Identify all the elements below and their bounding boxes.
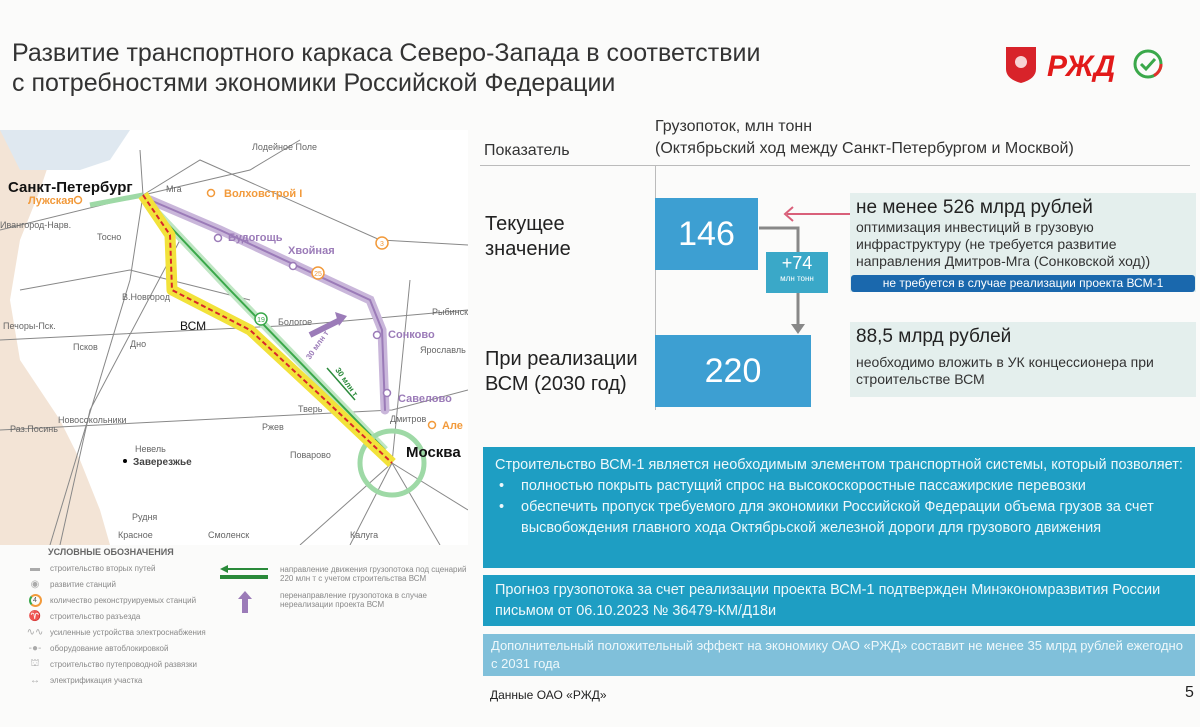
- label-lodeynoe: Лодейное Поле: [252, 142, 318, 152]
- purple-flow-label: 30 млн т: [304, 328, 331, 362]
- panel-additional-effect: Дополнительный положительный эффект на экономику ОАО «РЖД» составит не менее 35 млрд рублей ежегодно с 2031 года: [483, 634, 1195, 676]
- label-volkhovstroy: Волховстрой I: [224, 188, 303, 200]
- column-header-indicator: Показатель: [484, 142, 570, 159]
- value-current: 146: [655, 198, 758, 270]
- value-hsr: 220: [655, 335, 811, 407]
- legend-item: ⛫ строительство путепроводной развязки: [20, 656, 470, 672]
- label-bologoe: Бологое: [278, 317, 313, 327]
- label-rybinsk: Рыбинск: [432, 307, 468, 317]
- label-zaverezhye: Заверезжье: [133, 457, 192, 468]
- legend-item-purple-flow: перенаправление грузопотока в случае нереализации проекта ВСМ: [220, 591, 470, 613]
- title-line-2: с потребностями экономики Российской Федерации: [12, 69, 616, 97]
- station-count-icon: 4: [20, 594, 50, 607]
- logos: [1003, 44, 1163, 84]
- green-arrow-icon: [220, 565, 270, 581]
- overpass-icon: ⛫: [30, 657, 40, 669]
- label-yaroslavl: Ярославль: [420, 345, 466, 355]
- green-flow-label: 30 млн т: [333, 365, 360, 399]
- label-budogosch: Будогощь: [228, 232, 283, 244]
- label-kaluga: Калуга: [350, 530, 379, 540]
- label-alek: Але: [442, 420, 463, 432]
- label-krasnoe: Красное: [118, 530, 153, 540]
- label-rudnya: Рудня: [132, 512, 158, 522]
- panel-forecast: Прогноз грузопотока за счет реализации проекта ВСМ-1 подтвержден Минэкономразвития России письмом от 06.10.2023 № 36479-КМ/Д18и: [483, 575, 1195, 626]
- header-divider: [480, 165, 1190, 166]
- panel-hsr-benefits: Строительство ВСМ-1 является необходимым элементом транспортной системы, который позволяет: • полностью покрыть растущий спрос на высокоскоростные пассажирские перевозки • обеспечить пропуск требуемого для экономики Российской Федерации объема грузов за счет высвобождения главного хода Октябрьской железной дороги для грузового движения: [483, 447, 1195, 568]
- map-legend: [20, 547, 470, 688]
- label-tosno: Тосно: [97, 232, 122, 242]
- legend-item: 4 количество реконструируемых станций: [20, 592, 470, 608]
- legend-item: -●- оборудование автоблокировкой: [20, 640, 470, 656]
- label-nevel: Невель: [135, 444, 166, 454]
- source-note: Данные ОАО «РЖД»: [490, 688, 607, 702]
- info-box-savings: не менее 526 млрд рублей оптимизация инвестиций в грузовую инфраструктуру (не требуется развитие направления Дмитров-Мга (Сонковской ход)): [850, 193, 1196, 292]
- map-water: [0, 130, 130, 170]
- siding-icon: ♈: [28, 610, 42, 622]
- label-ivangorod: Ивангород-Нарв.: [0, 220, 72, 230]
- rzd-logo: [1047, 50, 1115, 83]
- legend-item-green-flow: направление движения грузопотока под сценарий 220 млн т с учетом строительства ВСМ: [220, 565, 470, 583]
- page-number: 5: [1185, 684, 1194, 701]
- label-dmitrov: Дмитров: [390, 414, 427, 424]
- label-pechory: Печоры-Пск.: [3, 321, 56, 331]
- bullet-item: • обеспечить пропуск требуемого для экономики Российской Федерации объема грузов за счет высвобождения главного хода Октябрьской железной дороги для грузового движения: [495, 497, 1183, 539]
- electrification-icon: ↔: [30, 674, 40, 686]
- label-posin: Раз.Посинь: [10, 424, 58, 434]
- power-supply-icon: ∿∿: [26, 626, 44, 638]
- label-hsr: ВСМ: [180, 319, 207, 333]
- legend-title: УСЛОВНЫЕ ОБОЗНАЧЕНИЯ: [48, 547, 174, 557]
- label-mga: Мга: [166, 184, 182, 194]
- label-dno: Дно: [130, 339, 147, 349]
- delta-badge: +74 млн тонн: [766, 252, 828, 293]
- legend-item: ↔ электрификация участка: [20, 672, 470, 688]
- svg-text:3: 3: [380, 241, 384, 248]
- label-rzhev: Ржев: [262, 422, 284, 432]
- legend-item: ♈ строительство разъезда: [20, 608, 470, 624]
- column-header-freight: Грузопоток, млн тонн (Октябрьский ход между Санкт-Петербургом и Москвой): [655, 118, 1074, 157]
- purple-arrow-icon: [220, 591, 270, 613]
- svg-text:19: 19: [257, 317, 265, 324]
- label-spb: Санкт-Петербург: [8, 179, 133, 196]
- check-logo-icon: [1135, 51, 1161, 77]
- label-novgorod: В.Новгород: [122, 292, 170, 302]
- page-title: [12, 38, 912, 98]
- railway-map: [0, 130, 468, 545]
- svg-text:РЖД: РЖД: [1047, 50, 1116, 83]
- auto-block-icon: -●-: [28, 642, 42, 654]
- label-novosokolniki: Новосокольники: [58, 415, 127, 425]
- info-bar-not-required: не требуется в случае реализации проекта ВСМ-1: [851, 275, 1195, 292]
- bullet-item: • полностью покрыть растущий спрос на высокоскоростные пассажирские перевозки: [495, 476, 1183, 497]
- map-svg: [0, 130, 468, 545]
- info-box-investment: 88,5 млрд рублей необходимо вложить в УК концессионера при строительстве ВСМ: [850, 322, 1196, 397]
- legend-item: ∿∿ усиленные устройства электроснабжения: [20, 624, 470, 640]
- label-pskov: Псков: [73, 342, 98, 352]
- label-smolensk: Смоленск: [208, 530, 250, 540]
- svg-text:25: 25: [314, 271, 322, 278]
- label-moscow: Москва: [406, 444, 461, 461]
- label-povarovo: Поварово: [290, 450, 331, 460]
- legend-item: ◉ развитие станций: [20, 576, 470, 592]
- moscow-coat-of-arms-icon: [1006, 47, 1036, 83]
- station-icon: ◉: [30, 578, 40, 590]
- label-tver: Тверь: [298, 404, 323, 414]
- label-luzhskaya: Лужская: [28, 195, 74, 207]
- title-line-1: Развитие транспортного каркаса Северо-Запада в соответствии: [12, 39, 761, 67]
- double-track-icon: ▬: [30, 562, 40, 574]
- row-label-current: Текущее значение: [485, 213, 571, 260]
- label-sonkovo: Сонково: [388, 329, 435, 341]
- legend-item: ▬ строительство вторых путей: [20, 560, 470, 576]
- row-label-hsr: При реализации ВСМ (2030 год): [485, 348, 638, 395]
- label-khvoynaya: Хвойная: [288, 245, 335, 257]
- label-savelovo: Савелово: [398, 393, 452, 405]
